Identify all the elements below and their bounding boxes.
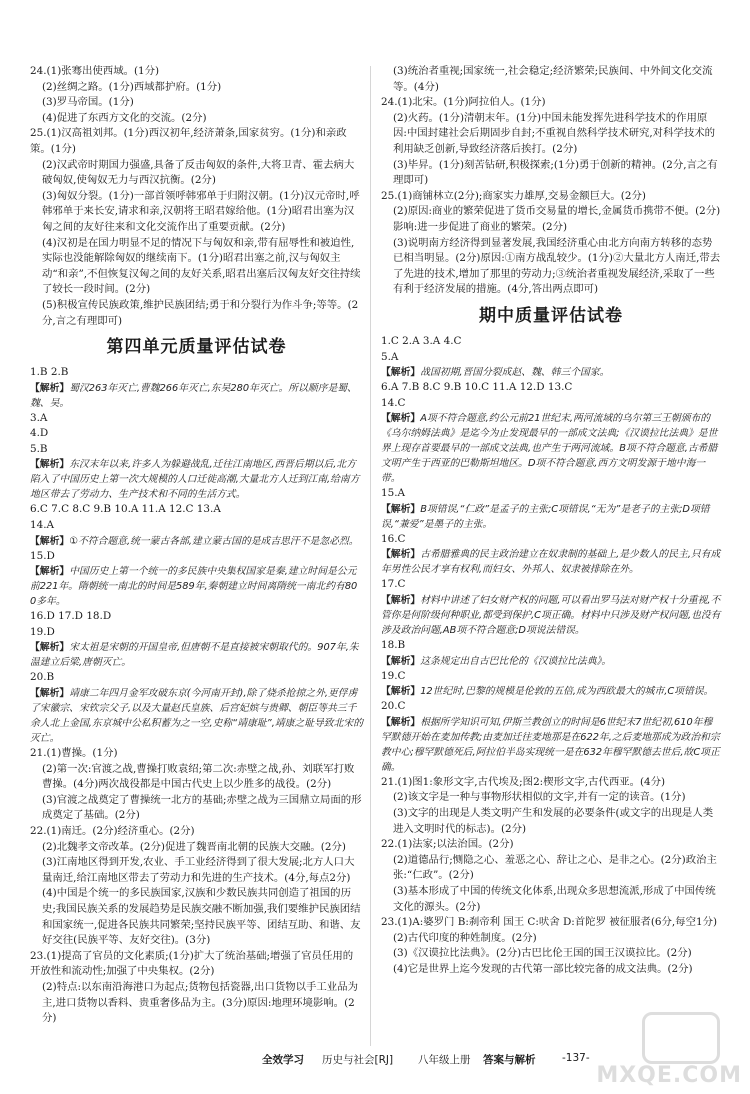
section-title: 第四单元质量评估试卷	[106, 337, 287, 358]
answer-line: 21.(1)图1:象形文字,古代埃及;图2:楔形文字,古代西亚。(4分)	[381, 775, 666, 788]
analysis-label: 【解析】	[381, 686, 421, 698]
answer-line: (2)北魏孝文帝改革。(2分)促进了魏晋南北朝的民族大交融。(2分)	[42, 840, 346, 853]
footer-page-number: -137-	[562, 1052, 590, 1064]
answer-line: (3)《汉谟拉比法典》。(2分)古巴比伦王国的国王汉谟拉比。(2分)	[393, 947, 692, 960]
analysis-label: 【解析】	[30, 688, 70, 700]
watermark-logo	[596, 1012, 742, 1090]
analysis-note	[30, 381, 363, 411]
answer-line: (2)丝绸之路。(1分)西域都护府。(1分)	[42, 80, 222, 93]
analysis-note	[381, 411, 721, 486]
answer-line: 15.A	[381, 487, 406, 500]
analysis-note	[30, 534, 363, 549]
analysis-label: 【解析】	[381, 549, 421, 561]
analysis-text: 宋太祖是宋朝的开国皇帝,但唐朝不是直接被宋朝取代的。907年,朱温建立后梁,唐朝灭亡。	[30, 642, 359, 669]
analysis-note	[381, 654, 721, 669]
right-column	[381, 64, 721, 978]
answer-line: 20.B	[30, 671, 55, 684]
analysis-label: 【解析】	[381, 367, 421, 379]
watermark-text: MXQE.COM	[596, 1063, 742, 1088]
answer-line: 25.(1)商铺林立(2分);商家实力雄厚,交易金额巨大。(2分)	[381, 189, 646, 202]
answer-line: (4)它是世界上迄今发现的古代第一部比较完备的成文法典。(2分)	[393, 962, 693, 975]
answer-line: (3)官渡之战奠定了曹操统一北方的基础;赤壁之战为三国鼎立局面的形成奠定了基础。(2分)	[42, 793, 362, 822]
answer-line: 1.C 2.A 3.A 4.C	[381, 334, 462, 347]
analysis-note	[381, 684, 721, 699]
answer-line: (3)文字的出现是人类文明产生和发展的必要条件(或文字的出现是人类进入文明时代的标志)。(2分)	[393, 807, 714, 835]
answer-line: (2)该文字是一种与事物形状相似的文字,并有一定的读音。(1分)	[393, 791, 686, 804]
answer-line: (2)特点:以东南沿海港口为起点;货物包括瓷器,出口货物以手工业品为主,进口货物以香料、贵重奢侈品为主。(3分)原因:地理环境影响。(2分)	[42, 980, 358, 1025]
analysis-text: 中国历史上第一个统一的多民族中央集权国家是秦,建立时间是公元前221年。隋朝统一南北的时间是589年,秦朝建立时间离隋统一南北约有800多年。	[30, 566, 358, 608]
answer-line: 15.D	[30, 549, 55, 562]
answer-line: 5.A	[381, 350, 399, 363]
answer-line: (4)促进了东西方文化的交流。(2分)	[42, 111, 207, 124]
answer-line: 6.A 7.B 8.C 9.B 10.C 11.A 12.D 13.C	[381, 381, 573, 394]
answer-line: 4.D	[30, 427, 49, 440]
answer-line: 19.C	[381, 669, 406, 682]
answer-line: (3)毕昇。(1分)刻苦钻研,积极探索;(1分)勇于创新的精神。(2分,言之有理即可)	[393, 158, 718, 187]
answer-line: (5)积极宣传民族政策,维护民族团结;勇于和分裂行为作斗争;等等。(2分,言之有理即可)	[42, 298, 359, 327]
analysis-note	[30, 686, 363, 746]
answer-line: 1.B 2.B	[30, 366, 69, 379]
answer-line: 18.B	[381, 639, 406, 652]
answer-line: 22.(1)法家;以法治国。(2分)	[381, 838, 514, 851]
answer-line: (2)汉武帝时期国力强盛,具备了反击匈奴的条件,大将卫青、霍去病大破匈奴,使匈奴无力与西汉抗衡。(2分)	[42, 158, 355, 187]
analysis-text: ①不符合题意,统一蒙古各部,建立蒙古国的是成吉思汗不是忽必烈。	[69, 535, 359, 547]
analysis-label: 【解析】	[381, 595, 421, 607]
answer-line: (2)第一次:官渡之战,曹操打败袁绍;第二次:赤壁之战,孙、刘联军打败曹操。(4分)两次战役都是中国古代史上以少胜多的战役。(2分)	[42, 762, 355, 791]
analysis-text: A项不符合题意,约公元前21世纪末,两河流域的乌尔第三王朝颁布的《乌尔纳姆法典》是迄今为止发现最早的一部成文法典;《汉谟拉比法典》是世界上现存首要最早的一部成文法典,也产生于两河流域。B项不符合题意,古希腊文明产生于西亚的巴勒斯坦地区。D项不符合题意,西方文明发源于地中海一带。	[381, 413, 718, 485]
footer-brand: 全效学习	[262, 1054, 304, 1066]
analysis-label: 【解析】	[30, 459, 70, 471]
analysis-label: 【解析】	[30, 566, 70, 578]
analysis-text: 蜀汉263年灭亡,曹魏266年灭亡,东吴280年灭亡。所以顺序是蜀、魏、吴。	[30, 382, 357, 409]
analysis-label: 【解析】	[30, 535, 70, 547]
answer-line: (2)火药。(1分)清朝末年。(1分)中国未能发挥先进科学技术的作用原因:中国封建社会后期固步自封;不重视自然科学技术研究,对科学技术的利用缺乏创新,导致经济落后挨打。(2分)	[393, 111, 716, 155]
analysis-note	[381, 593, 721, 638]
footer-section: 答案与解析	[483, 1054, 536, 1066]
analysis-text: 12世纪时,巴黎的规模是伦敦的五倍,成为西欧最大的城市,C项错误。	[420, 686, 714, 698]
answer-line: (2)道德品行;恻隐之心、羞恶之心、辞让之心、是非之心。(2分)政治主张:“仁政”。(2分)	[393, 853, 717, 882]
answer-line: 24.(1)北宋。(1分)阿拉伯人。(1分)	[381, 96, 546, 109]
answer-line: (3)基本形成了中国的传统文化体系,出现众多思想流派,形成了中国传统文化的源头。(2分)	[393, 885, 716, 913]
analysis-note	[381, 547, 721, 577]
analysis-label: 【解析】	[381, 413, 421, 425]
analysis-text: B项错误,“仁政”是孟子的主张;C项错误,“无为”是老子的主张;D项错误,“兼爱”是墨子的主张。	[381, 503, 710, 530]
answer-line: 16.D 17.D 18.D	[30, 610, 112, 623]
answer-line: 5.B	[30, 442, 48, 455]
section-title: 期中质量评估试卷	[479, 305, 623, 326]
answer-line: 20.C	[381, 700, 406, 713]
answer-line: (3)匈奴分裂。(1分)一部首领呼韩邪单于归附汉朝。(1分)汉元帝时,呼韩邪单于来长安,请求和亲,汉朝将王昭君嫁给他。(1分)昭君出塞为汉匈之间的友好往来和文化交流作出了重要贡献。(2分)	[42, 189, 360, 233]
answer-line: 6.C 7.C 8.C 9.B 10.A 11.A 12.C 13.A	[30, 503, 221, 516]
analysis-text: 古希腊雅典的民主政治建立在奴隶制的基础上,是少数人的民主,只有成年男性公民才享有权利,而妇女、外邦人、奴隶被排除在外。	[381, 549, 721, 576]
analysis-text: 靖康二年四月金军攻破东京(今河南开封),除了烧杀抢掠之外,更俘虏了宋徽宗、宋钦宗父子,以及大量赵氏皇族、后宫妃嫔与贵卿、朝臣等共三千余人北上金国,东京城中公私积蓄为之一空,史称“靖康耻”,靖康之耻导致北宋的灭亡。	[30, 688, 363, 745]
answer-line: (4)汉初是在国力明显不足的情况下与匈奴和亲,带有屈辱性和被迫性,实际也没能解除匈奴的继续南下。(1分)昭君出塞之前,汉与匈奴主动“和亲”,不但恢复汉匈之间的友好关系,昭君出塞后汉匈友好交往持续了较长一段时间。(2分)	[42, 236, 361, 296]
analysis-text: 这条规定出自古巴比伦的《汉谟拉比法典》。	[420, 655, 612, 667]
analysis-note	[30, 640, 363, 670]
footer-grade: 八年级上册	[418, 1054, 471, 1066]
answer-line: 14.C	[381, 396, 406, 409]
answer-line: 23.(1)提高了官员的文化素质;(1分)扩大了统治基础;增强了官员任用的开放性和流动性;加强了中央集权。(2分)	[30, 949, 354, 978]
answer-line: (4)中国是个统一的多民族国家,汉族和少数民族共同创造了祖国的历史;我国民族关系的发展趋势是民族交融不断加强,我们要维护民族团结和国家统一,促进各民族共同繁荣;坚持民族平等、团结互助、和谐、友好交往(民族平等、友好交往)。(3分)	[42, 887, 361, 947]
analysis-text: 根据所学知识可知,伊斯兰教创立的时间是6世纪末7世纪初,610年穆罕默德开始在麦加传教;由麦加迁往麦地那是在622年,之后麦地那成为政治和宗教中心;穆罕默德死后,阿拉伯半岛实现统一是在632年穆罕默德去世后,故C项正确。	[381, 716, 720, 773]
analysis-note	[381, 365, 721, 380]
column-divider	[370, 66, 371, 1046]
answer-line: (3)江南地区得到开发,农业、手工业经济得到了很大发展;北方人口大量南迁,给江南地区带去了劳动力和先进的生产技术。(4分,每点2分)	[42, 856, 355, 884]
left-column	[30, 64, 363, 1027]
analysis-note	[30, 564, 363, 609]
answer-line: 19.D	[30, 625, 55, 638]
answer-line: 21.(1)曹操。(1分)	[30, 747, 118, 760]
answer-line: 17.C	[381, 578, 406, 591]
answer-line: 23.(1)A:婆罗门 B:刹帝利 国王 C:吠舍 D:首陀罗 被征服者(6分,每空1分)	[381, 916, 718, 929]
analysis-text: 材料中讲述了妇女财产权的问题,可以看出罗马法对财产权十分重视,不管你是何阶级何种职业,都受到保护,C项正确。材料中只涉及财产权问题,也没有涉及政治问题,AB项不符合题意;D项说法错误。	[381, 595, 721, 637]
analysis-text: 战国初期,晋国分裂成赵、魏、韩三个国家。	[420, 367, 610, 379]
watermark-icon	[642, 1012, 720, 1064]
answer-line: 22.(1)南迁。(2分)经济重心。(2分)	[30, 825, 195, 837]
analysis-label: 【解析】	[381, 655, 421, 667]
footer-subject: 历史与社会[RJ]	[322, 1054, 394, 1066]
answer-line: (3)统治者重视;国家统一,社会稳定;经济繁荣;民族间、中外间文化交流等。(4分)	[393, 65, 713, 93]
answer-line: (2)古代印度的种姓制度。(2分)	[393, 931, 537, 944]
analysis-note	[381, 715, 721, 775]
analysis-label: 【解析】	[381, 716, 421, 728]
answer-line: (3)说明南方经济得到显著发展,我国经济重心由北方向南方转移的态势已相当明显。(2分)原因:①南方战乱较少。(1分)②大量北方人南迁,带去了先进的技术,增加了那里的劳动力;③统治者重视发展经济,采取了一些有利于经济发展的措施。(4分,答出两点即可)	[393, 236, 721, 296]
answer-line: (2)原因:商业的繁荣促进了货币交易量的增长,金属货币携带不便。(2分)影响:进一步促进了商业的繁荣。(2分)	[393, 205, 721, 233]
answer-line: 24.(1)张骞出使西域。(1分)	[30, 65, 160, 77]
analysis-note	[381, 502, 721, 532]
answer-line: (3)罗马帝国。(1分)	[42, 96, 134, 109]
analysis-text: 东汉末年以来,许多人为躲避战乱,迁往江南地区,西晋后期以后,北方陷入了中国历史上第一次大规模的人口迁徙高潮,大量北方人迁到江南,给南方地区带去了劳动力、生产技术和不同的生活方式。	[30, 459, 360, 501]
answer-line: 3.A	[30, 411, 48, 424]
analysis-label: 【解析】	[30, 382, 70, 394]
answer-line: 14.A	[30, 519, 55, 532]
answer-line: 25.(1)汉高祖刘邦。(1分)西汉初年,经济萧条,国家贫穷。(1分)和亲政策。(1分)	[30, 127, 347, 155]
analysis-label: 【解析】	[30, 642, 70, 654]
answer-line: 16.C	[381, 532, 406, 545]
analysis-label: 【解析】	[381, 503, 421, 515]
analysis-note	[30, 457, 363, 502]
